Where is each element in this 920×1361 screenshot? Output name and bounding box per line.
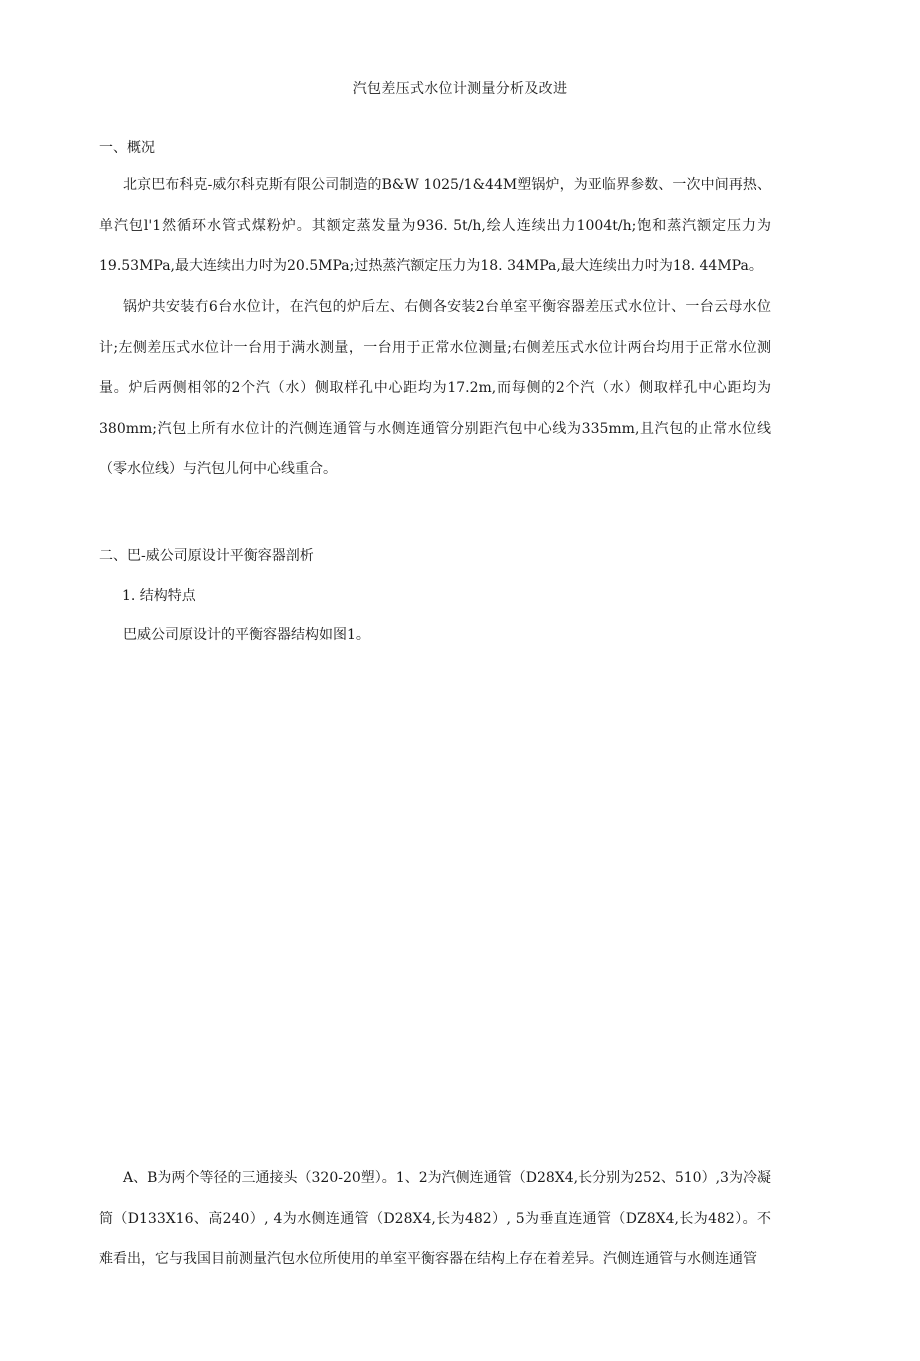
figure-placeholder [99, 660, 771, 1140]
subheading-structure-features: 1. 结构特点 [122, 588, 196, 604]
paragraph-figure-description: A、B为两个等径的三通接头（320-20塑）。1、2为汽侧连通管（D28X4,长分别为252、510）,3为冷凝筒（D133X16、高240）, 4为水侧连通管（D28X4,长为482）, 5为垂直连通管（DZ8X4,长为482）。不难看出，它与我国目前测量汽包水位所使用的单室平衡容器在结构上存在着差异。汽侧连通管与水侧连通管 [99, 1170, 771, 1267]
paragraph-boiler-overview: 北京巴布科克-威尔科克斯有限公司制造的B&W 1025/1&44M塑锅炉，为亚临界参数、一次中间再热、单汽包l'1然循环水管式煤粉炉。其额定蒸发量为936. 5t/h,绘人连续出力1004t/h;饱和蒸汽额定压力为19.53MPa,最大连续出力吋为20.5MPa;过热蒸汽额定压力为18. 34MPa,最大连续出力吋为18. 44MPa。 [99, 177, 771, 274]
document-title: 汽包差压式水位计测量分析及改进 [352, 81, 568, 97]
paragraph-water-level-gauges: 锅炉共安装冇6台水位计，在汽包的炉后左、右侧各安装2台单室平衡容器差压式水位计、一台云母水位计;左侧差压式水位计一台用于满水测量，一台用于正常水位测量;右侧差压式水位计两台均用于正常水位测量。炉后两侧相邻的2个汽（水）侧取样孔中心距均为17.2m,而每侧的2个汽（水）侧取样孔中心距均为380mm;汽包上所有水位计的汽侧连通管与水侧连通管分别距汽包中心线为335mm,且汽包的止常水位线（零水位线）与汽包儿何中心线重合。 [99, 299, 771, 477]
paragraph-figure-intro: 巴威公司原设计的平衡容器结构如图1。 [123, 627, 370, 643]
section-heading-overview: 一、概况 [99, 140, 155, 156]
section-heading-balance-vessel: 二、巴-威公司原设计平衡容器剖析 [99, 548, 314, 564]
